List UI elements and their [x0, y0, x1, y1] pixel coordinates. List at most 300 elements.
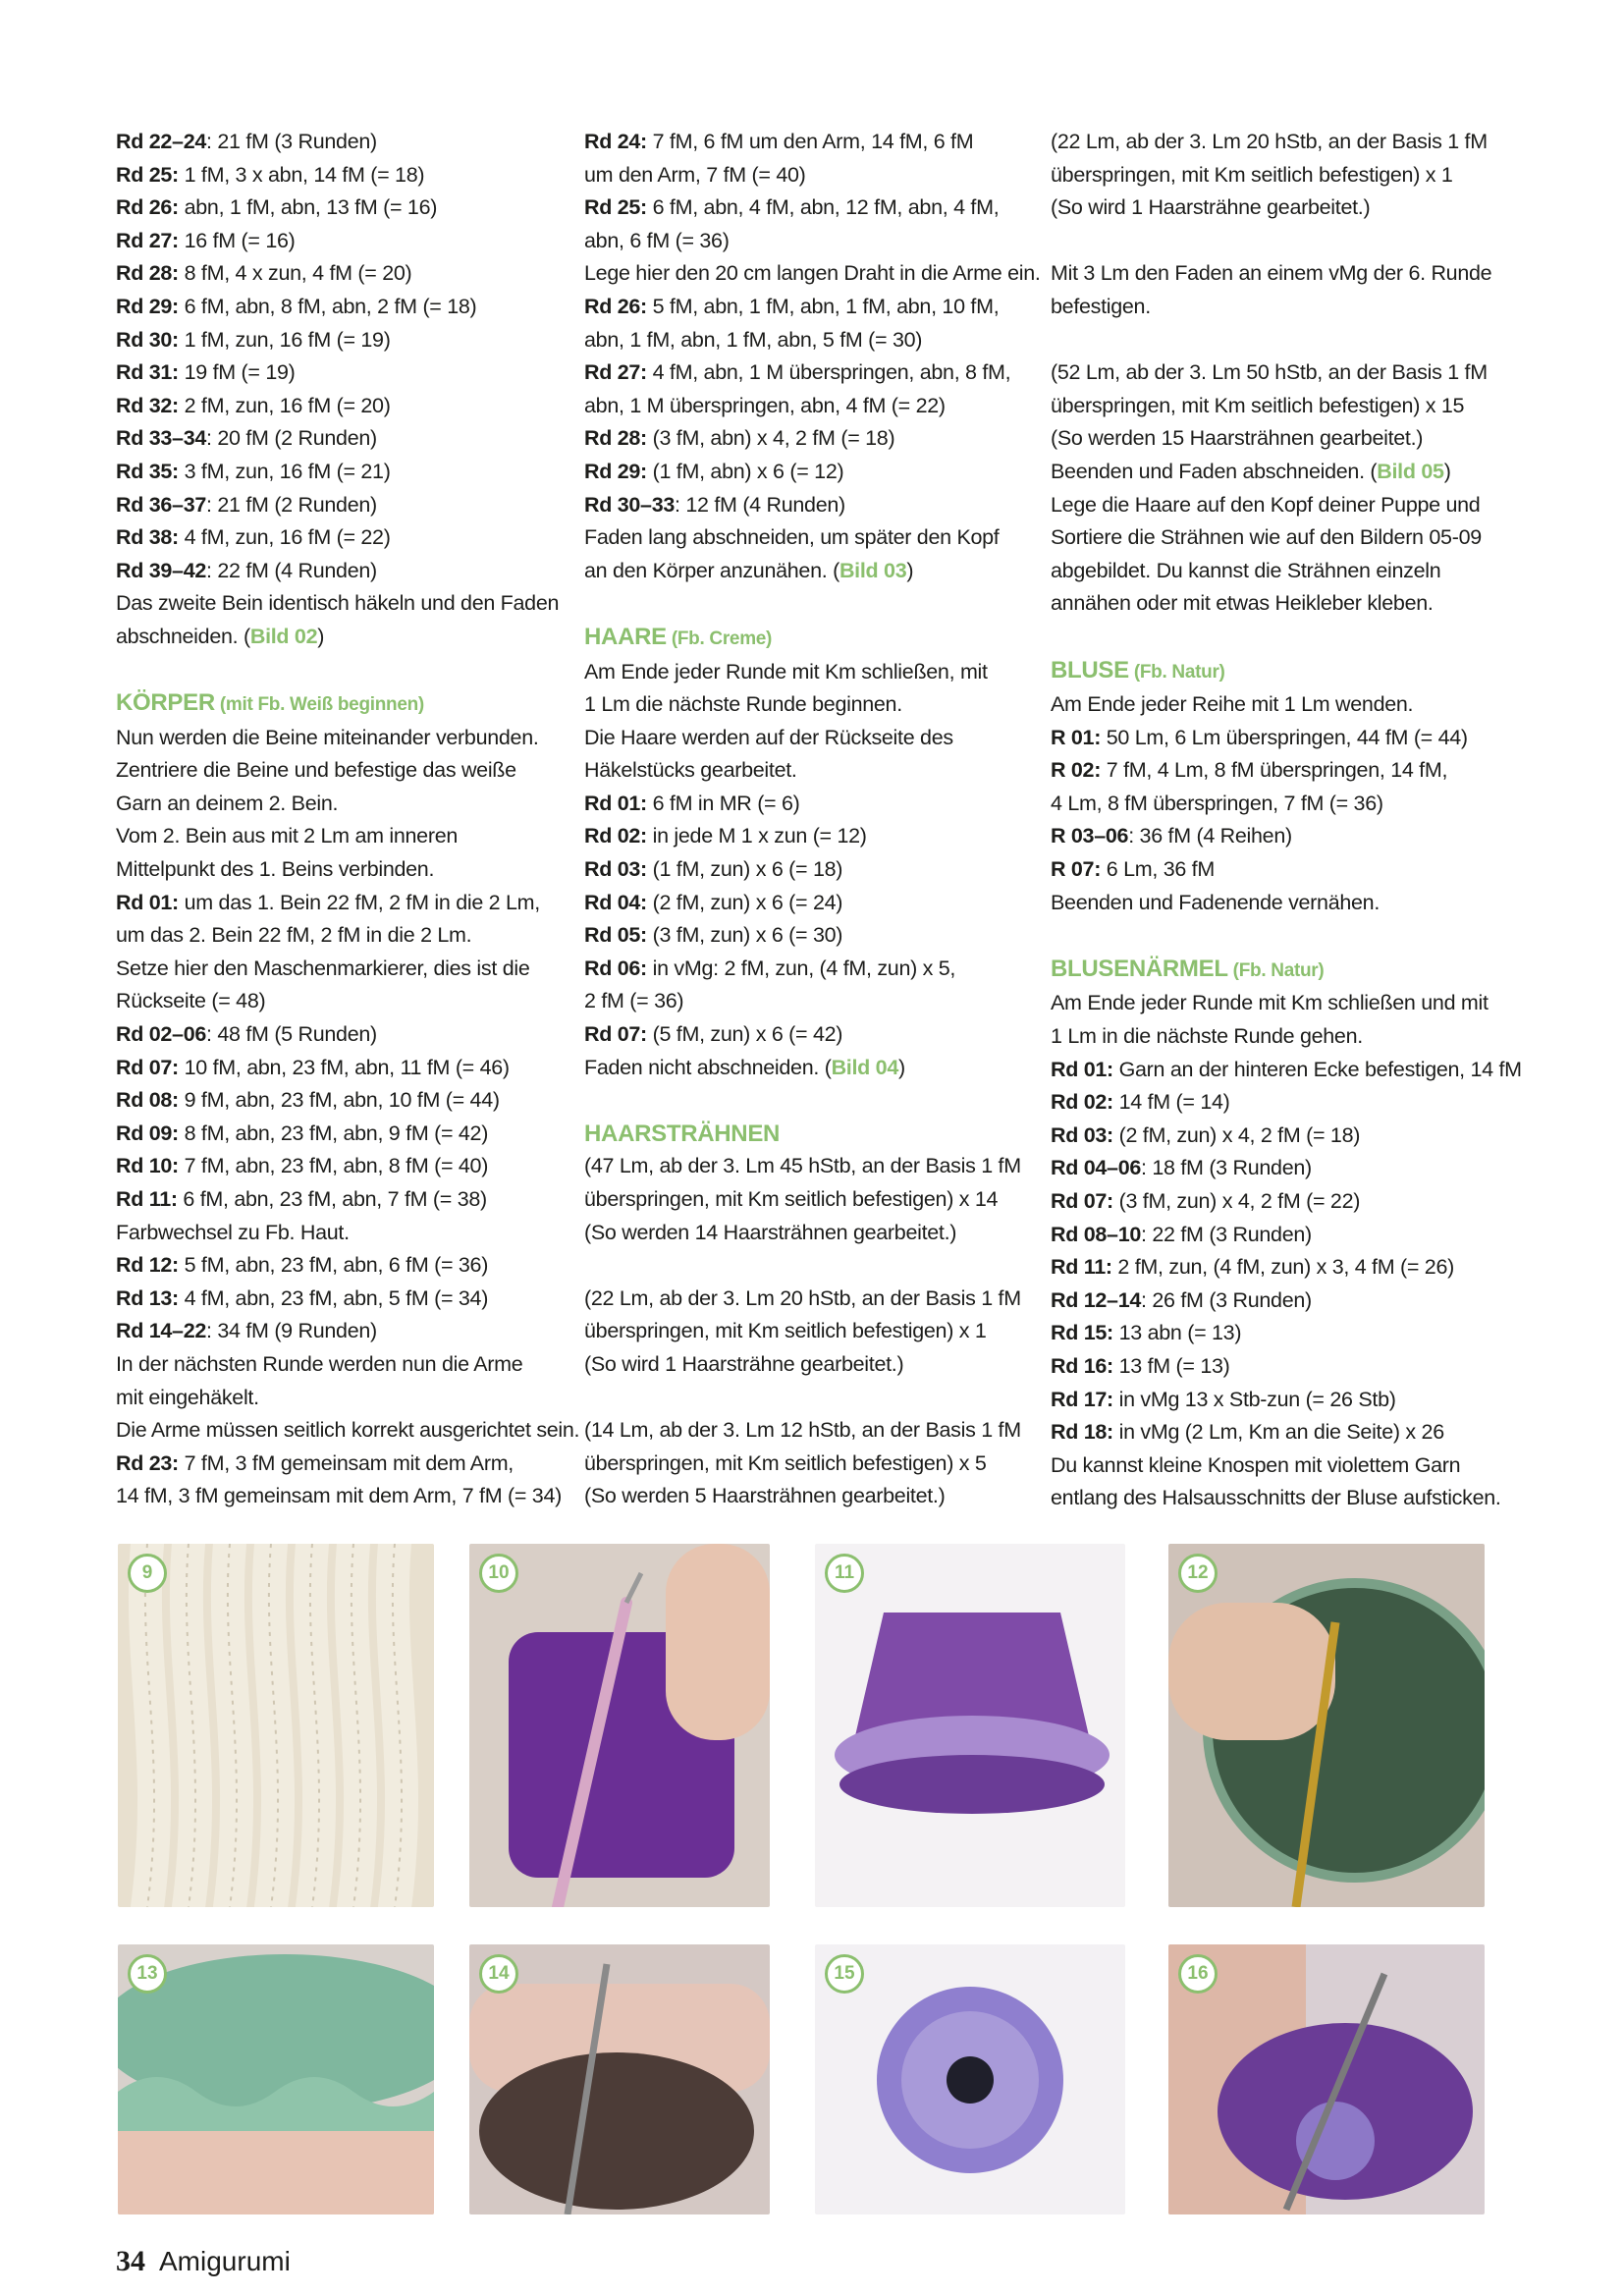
paragraph-gap [116, 654, 563, 687]
instruction-text: (14 Lm, ab der 3. Lm 12 hStb, an der Basis 1 fM [584, 1418, 1021, 1443]
round-label: Rd 07: [116, 1055, 179, 1079]
instruction-line [584, 1348, 1031, 1382]
photo-number-badge: 10 [479, 1554, 518, 1593]
instruction-text: an den Körper anzunähen. ( [584, 558, 839, 582]
instruction-line [116, 1382, 563, 1415]
photo-13 [118, 1944, 434, 2214]
instruction-line [116, 126, 563, 159]
image-reference: Bild 05 [1377, 459, 1444, 483]
text-column-2 [584, 126, 1041, 1513]
page-number: 34 [116, 2245, 145, 2277]
instruction-text: 1 fM, 3 x abn, 14 fM (= 18) [178, 162, 425, 187]
instruction-text: (22 Lm, ab der 3. Lm 20 hStb, an der Basis 1 fM [584, 1285, 1021, 1310]
photo-12 [1168, 1544, 1485, 1907]
instruction-text: Die Arme müssen seitlich korrekt ausgerichtet sein. [116, 1418, 580, 1443]
instruction-line [584, 191, 1031, 225]
instruction-line [116, 887, 563, 920]
photo-9 [118, 1544, 434, 1907]
instruction-line [584, 953, 1031, 986]
instruction-text: überspringen, mit Km seitlich befestigen) x 1 [584, 1319, 987, 1343]
round-label: Rd 30: [116, 327, 179, 352]
section-heading [584, 1118, 1031, 1151]
round-label: Rd 03: [584, 857, 647, 882]
instruction-line [116, 1183, 563, 1217]
instruction-line [584, 159, 1031, 192]
instruction-line [584, 1414, 1031, 1448]
instruction-text: 5 fM, abn, 23 fM, abn, 6 fM (= 36) [178, 1253, 489, 1278]
instruction-line [584, 390, 1031, 423]
instruction-line [1051, 555, 1512, 588]
instruction-line [116, 555, 563, 588]
instruction-line [116, 1283, 563, 1316]
instruction-text: (47 Lm, ab der 3. Lm 45 hStb, an der Basis 1 fM [584, 1154, 1021, 1178]
instruction-text: : 22 fM (3 Runden) [1141, 1222, 1312, 1246]
instruction-text: Lege hier den 20 cm langen Draht in die Arme ein. [584, 261, 1041, 286]
photo-number-badge: 15 [825, 1954, 864, 1994]
instruction-text: 1 Lm die nächste Runde beginnen. [584, 692, 902, 717]
instruction-text: abn, 6 fM (= 36) [584, 228, 730, 252]
instruction-line [1051, 820, 1512, 853]
section-heading-title: KÖRPER [116, 689, 215, 717]
photo-number-badge: 12 [1178, 1554, 1218, 1593]
instruction-text: Am Ende jeder Reihe mit 1 Lm wenden. [1051, 692, 1414, 717]
instruction-line [116, 953, 563, 986]
instruction-text: 1 Lm in die nächste Runde gehen. [1051, 1024, 1363, 1049]
instruction-text: 2 fM, zun, 16 fM (= 20) [178, 393, 391, 417]
paragraph-gap [584, 1249, 1031, 1283]
instruction-line [116, 1315, 563, 1348]
instruction-line [1051, 788, 1512, 821]
instruction-line [116, 1150, 563, 1183]
round-label: Rd 16: [1051, 1353, 1113, 1378]
instruction-line [116, 754, 563, 788]
instruction-text: 7 fM, 6 fM um den Arm, 14 fM, 6 fM [646, 130, 974, 153]
instruction-line [116, 722, 563, 755]
section-heading-title: BLUSENÄRMEL [1051, 955, 1228, 982]
round-label: Rd 02: [1051, 1090, 1113, 1115]
instruction-text: 10 fM, abn, 23 fM, abn, 11 fM (= 46) [178, 1055, 510, 1079]
instruction-text: in vMg: 2 fM, zun, (4 fM, zun) x 5, [646, 956, 956, 980]
instruction-line [1051, 1152, 1512, 1185]
round-label: Rd 17: [1051, 1387, 1113, 1411]
photo-15 [815, 1944, 1125, 2214]
instruction-line [1051, 987, 1512, 1020]
instruction-line [584, 887, 1031, 920]
instruction-line [1051, 1219, 1512, 1252]
round-label: Rd 14–22 [116, 1319, 207, 1343]
round-label: Rd 07: [1051, 1189, 1113, 1213]
instruction-text: : 21 fM (3 Runden) [206, 130, 377, 153]
round-label: Rd 26: [584, 294, 647, 318]
round-label: Rd 36–37 [116, 492, 207, 517]
photo-11 [815, 1544, 1125, 1907]
instruction-text: 4 fM, zun, 16 fM (= 22) [178, 525, 391, 550]
round-label: R 03–06 [1051, 824, 1129, 848]
instruction-line [116, 1084, 563, 1118]
round-label: Rd 02–06 [116, 1022, 207, 1047]
instruction-line [1051, 688, 1512, 722]
instruction-line [1051, 1120, 1512, 1153]
instruction-text: abn, 1 fM, abn, 1 fM, abn, 5 fM (= 30) [584, 327, 923, 352]
photo-number-badge: 13 [128, 1954, 167, 1994]
instruction-line [1051, 853, 1512, 887]
instruction-text: Am Ende jeder Runde mit Km schließen und mit [1051, 991, 1489, 1015]
instruction-line [1051, 291, 1512, 324]
instruction-text: 14 fM, 3 fM gemeinsam mit dem Arm, 7 fM (= 34) [116, 1484, 562, 1508]
instruction-line [1051, 1350, 1512, 1384]
instruction-text: (22 Lm, ab der 3. Lm 20 hStb, an der Basis 1 fM [1051, 130, 1488, 153]
instruction-text: 14 fM (= 14) [1112, 1090, 1230, 1115]
instruction-line [584, 754, 1031, 788]
instruction-line [584, 788, 1031, 821]
instruction-text: 7 fM, 3 fM gemeinsam mit dem Arm, [178, 1450, 514, 1475]
round-label: Rd 31: [116, 360, 179, 385]
instruction-text: (So werden 15 Haarsträhnen gearbeitet.) [1051, 426, 1424, 451]
instruction-text: Häkelstücks gearbeitet. [584, 758, 797, 783]
instruction-text: 6 Lm, 36 fM [1101, 857, 1215, 882]
instruction-text: 4 fM, abn, 1 M überspringen, abn, 8 fM, [646, 360, 1011, 385]
instruction-text: Farbwechsel zu Fb. Haut. [116, 1220, 350, 1244]
instruction-line [116, 257, 563, 291]
instruction-text: in vMg 13 x Stb-zun (= 26 Stb) [1112, 1387, 1396, 1411]
instruction-line [584, 853, 1031, 887]
instruction-line [1051, 587, 1512, 621]
instruction-text: (So wird 1 Haarsträhne gearbeitet.) [1051, 195, 1371, 220]
photo-illustration [1168, 1944, 1485, 2214]
round-label: Rd 28: [584, 426, 647, 451]
instruction-line [116, 422, 563, 456]
instruction-text: abn, 1 fM, abn, 13 fM (= 16) [178, 195, 438, 220]
instruction-line [116, 919, 563, 953]
instruction-text: annähen oder mit etwas Heikleber kleben. [1051, 591, 1434, 616]
instruction-text: : 21 fM (2 Runden) [206, 492, 377, 517]
instruction-line [584, 456, 1031, 489]
instruction-text: Faden nicht abschneiden. ( [584, 1055, 832, 1079]
image-reference: Bild 02 [249, 624, 318, 648]
instruction-text: : 26 fM (3 Runden) [1141, 1287, 1312, 1312]
instruction-text: Mit 3 Lm den Faden an einem vMg der 6. Runde [1051, 261, 1492, 286]
instruction-line [1051, 257, 1512, 291]
instruction-text: (2 fM, zun) x 6 (= 24) [646, 890, 843, 914]
photo-number-badge: 9 [128, 1554, 167, 1593]
photo-number-badge: 14 [479, 1954, 518, 1994]
section-heading [1051, 953, 1512, 988]
instruction-text: 6 fM, abn, 4 fM, abn, 12 fM, abn, 4 fM, [646, 195, 1000, 220]
instruction-line [116, 291, 563, 324]
instruction-line [116, 1348, 563, 1382]
instruction-line [116, 820, 563, 853]
round-label: Rd 35: [116, 459, 179, 483]
image-reference: Bild 04 [831, 1055, 898, 1079]
section-heading-color: (Fb. Creme) [666, 628, 773, 649]
instruction-line [116, 390, 563, 423]
instruction-line [1051, 390, 1512, 423]
instruction-line [584, 356, 1031, 390]
round-label: Rd 29: [584, 459, 647, 483]
instruction-line [1051, 1054, 1522, 1087]
section-heading-title: HAARSTRÄHNEN [584, 1120, 781, 1147]
round-label: Rd 04–06 [1051, 1156, 1142, 1180]
instruction-line [116, 621, 563, 654]
instruction-line [1051, 1449, 1512, 1483]
instruction-line [584, 820, 1031, 853]
instruction-line [584, 1283, 1031, 1316]
instruction-line [1051, 191, 1512, 225]
instruction-text: : 20 fM (2 Runden) [206, 426, 377, 451]
instruction-text: Beenden und Fadenende vernähen. [1051, 890, 1380, 914]
round-label: Rd 01: [1051, 1057, 1113, 1081]
photo-illustration [118, 1944, 434, 2214]
round-label: Rd 26: [116, 195, 179, 220]
instruction-text: Zentriere die Beine und befestige das weiße [116, 758, 516, 783]
instruction-line [584, 489, 1031, 522]
instruction-line [116, 1118, 563, 1151]
round-label: Rd 23: [116, 1450, 179, 1475]
instruction-line [584, 1018, 1031, 1052]
round-label: Rd 03: [1051, 1122, 1113, 1147]
section-heading [584, 621, 1031, 656]
instruction-text: überspringen, mit Km seitlich befestigen) x 15 [1051, 393, 1465, 417]
instruction-text-end: ) [897, 1055, 905, 1079]
round-label: Rd 33–34 [116, 426, 207, 451]
photo-illustration [118, 1544, 434, 1907]
round-label: Rd 06: [584, 956, 647, 980]
photo-number-badge: 16 [1178, 1954, 1218, 1994]
instruction-text: : 36 fM (4 Reihen) [1128, 824, 1292, 848]
round-label: Rd 29: [116, 294, 179, 318]
instruction-text-end: ) [906, 558, 914, 582]
round-label: Rd 09: [116, 1121, 179, 1145]
instruction-line [116, 489, 563, 522]
instruction-text: 19 fM (= 19) [178, 360, 296, 385]
instruction-text: Sortiere die Strähnen wie auf den Bildern 05-09 [1051, 525, 1482, 550]
instruction-text: 6 fM in MR (= 6) [646, 791, 800, 815]
instruction-line [1051, 1317, 1512, 1350]
round-label: Rd 32: [116, 393, 179, 417]
photo-illustration [1168, 1544, 1485, 1907]
instruction-text: 8 fM, abn, 23 fM, abn, 9 fM (= 42) [178, 1121, 489, 1145]
instruction-line [584, 555, 1031, 588]
instruction-line [116, 587, 563, 621]
instruction-line [1051, 1086, 1512, 1120]
instruction-line [1051, 887, 1512, 920]
instruction-line [116, 1448, 563, 1481]
round-label: Rd 08: [116, 1088, 179, 1113]
instruction-text: in jede M 1 x zun (= 12) [646, 824, 867, 848]
instruction-line [116, 1480, 563, 1513]
instruction-text-end: ) [1443, 459, 1451, 483]
instruction-line [584, 1183, 1031, 1217]
instruction-text-end: ) [317, 624, 325, 648]
instruction-text: 50 Lm, 6 Lm überspringen, 44 fM (= 44) [1101, 725, 1468, 749]
instruction-line [584, 225, 1031, 258]
instruction-line [1051, 1251, 1512, 1285]
instruction-line [1051, 1482, 1512, 1515]
instruction-text: in vMg (2 Lm, Km an die Seite) x 26 [1112, 1420, 1444, 1445]
instruction-line [116, 159, 563, 192]
instruction-text: überspringen, mit Km seitlich befestigen) x 5 [584, 1450, 987, 1475]
instruction-line [116, 456, 563, 489]
text-column-1 [116, 126, 580, 1513]
instruction-line [1051, 1384, 1512, 1417]
instruction-line [116, 788, 563, 821]
instruction-text: befestigen. [1051, 294, 1151, 318]
instruction-text: Rückseite (= 48) [116, 989, 266, 1013]
instruction-text: entlang des Halsausschnitts der Bluse aufsticken. [1051, 1486, 1501, 1510]
instruction-text: um den Arm, 7 fM (= 40) [584, 162, 806, 187]
photo-14 [469, 1944, 770, 2214]
instruction-line [584, 126, 1031, 159]
round-label: Rd 27: [116, 228, 179, 252]
round-label: Rd 11: [1051, 1255, 1112, 1280]
instruction-line [584, 919, 1031, 953]
round-label: Rd 28: [116, 261, 179, 286]
instruction-line [584, 324, 1031, 357]
instruction-text: Du kannst kleine Knospen mit violettem Garn [1051, 1452, 1461, 1477]
round-label: Rd 08–10 [1051, 1222, 1142, 1246]
instruction-text: : 22 fM (4 Runden) [206, 558, 377, 582]
section-heading-color: (mit Fb. Weiß beginnen) [214, 694, 424, 716]
paragraph-gap [1051, 621, 1512, 654]
instruction-line [584, 656, 1031, 689]
section-heading-color: (Fb. Natur) [1128, 661, 1225, 683]
instruction-text: Beenden und Faden abschneiden. ( [1051, 459, 1378, 483]
instruction-line [1051, 159, 1512, 192]
instruction-text: 6 fM, abn, 8 fM, abn, 2 fM (= 18) [178, 294, 477, 318]
instruction-line [584, 985, 1031, 1018]
instruction-text: (3 fM, zun) x 4, 2 fM (= 22) [1112, 1189, 1361, 1213]
paragraph-gap [584, 587, 1031, 621]
paragraph-gap [584, 1084, 1031, 1118]
instruction-text: (So wird 1 Haarsträhne gearbeitet.) [584, 1351, 904, 1376]
instruction-text: (3 fM, abn) x 4, 2 fM (= 18) [646, 426, 895, 451]
instruction-line [116, 225, 563, 258]
paragraph-gap [1051, 919, 1512, 953]
section-heading-color: (Fb. Natur) [1227, 959, 1325, 981]
round-label: Rd 38: [116, 525, 179, 550]
round-label: Rd 12–14 [1051, 1287, 1142, 1312]
instruction-text: (So werden 5 Haarsträhnen gearbeitet.) [584, 1484, 946, 1508]
instruction-line [116, 1414, 580, 1448]
instruction-text: (1 fM, abn) x 6 (= 12) [646, 459, 844, 483]
instruction-text: 1 fM, zun, 16 fM (= 19) [178, 327, 391, 352]
round-label: Rd 02: [584, 824, 647, 848]
instruction-line [116, 1052, 563, 1085]
instruction-line [584, 1480, 1031, 1513]
instruction-text: 5 fM, abn, 1 fM, abn, 1 fM, abn, 10 fM, [646, 294, 1000, 318]
instruction-text: In der nächsten Runde werden nun die Arme [116, 1351, 523, 1376]
instruction-text: abschneiden. ( [116, 624, 250, 648]
instruction-text: (3 fM, zun) x 6 (= 30) [646, 923, 843, 948]
instruction-text: (1 fM, zun) x 6 (= 18) [646, 857, 843, 882]
instruction-line [116, 324, 563, 357]
instruction-line [116, 191, 563, 225]
instruction-text: 6 fM, abn, 23 fM, abn, 7 fM (= 38) [177, 1187, 487, 1211]
instruction-text: abgebildet. Du kannst die Strähnen einzeln [1051, 558, 1441, 582]
round-label: Rd 27: [584, 360, 647, 385]
photo-10 [469, 1544, 770, 1907]
instruction-text: : 48 fM (5 Runden) [206, 1022, 377, 1047]
instruction-line [1051, 1020, 1512, 1054]
instruction-text: 13 fM (= 13) [1112, 1353, 1230, 1378]
instruction-line [116, 985, 563, 1018]
paragraph-gap [584, 1382, 1031, 1415]
instruction-text: Faden lang abschneiden, um später den Kopf [584, 525, 1000, 550]
instruction-text: 9 fM, abn, 23 fM, abn, 10 fM (= 44) [178, 1088, 500, 1113]
round-label: Rd 39–42 [116, 558, 207, 582]
instruction-text: Setze hier den Maschenmarkierer, dies ist die [116, 956, 530, 980]
instruction-text: Garn an der hinteren Ecke befestigen, 14 fM [1112, 1057, 1522, 1081]
instruction-line [584, 1052, 1031, 1085]
instruction-line [116, 1018, 563, 1052]
instruction-line [584, 1150, 1031, 1183]
instruction-text: : 34 fM (9 Runden) [206, 1319, 377, 1343]
instruction-line [1051, 722, 1512, 755]
photo-illustration [469, 1544, 770, 1907]
photo-illustration [815, 1544, 1125, 1907]
paragraph-gap [1051, 324, 1512, 357]
round-label: Rd 25: [116, 162, 179, 187]
round-label: Rd 24: [584, 130, 647, 153]
instruction-line [1051, 1285, 1512, 1318]
instruction-line [584, 521, 1031, 555]
instruction-line [1051, 1416, 1512, 1449]
instruction-line [116, 1217, 563, 1250]
instruction-text: 16 fM (= 16) [178, 228, 296, 252]
instruction-text: Vom 2. Bein aus mit 2 Lm am inneren [116, 824, 459, 848]
round-label: Rd 11: [116, 1187, 178, 1211]
round-label: Rd 30–33 [584, 492, 676, 517]
instruction-text: 3 fM, zun, 16 fM (= 21) [178, 459, 391, 483]
instruction-text: Nun werden die Beine miteinander verbunden. [116, 725, 539, 749]
instruction-text: abn, 1 M überspringen, abn, 4 fM (= 22) [584, 393, 946, 417]
instruction-text: : 12 fM (4 Runden) [675, 492, 845, 517]
instruction-text: Garn an deinem 2. Bein. [116, 791, 339, 815]
instruction-line [1051, 489, 1512, 522]
instruction-text: 7 fM, 4 Lm, 8 fM überspringen, 14 fM, [1101, 758, 1448, 783]
instruction-line [584, 257, 1041, 291]
round-label: Rd 18: [1051, 1420, 1113, 1445]
image-reference: Bild 03 [839, 558, 907, 582]
instruction-text: mit eingehäkelt. [116, 1385, 259, 1409]
instruction-line [1051, 1185, 1512, 1219]
section-heading [1051, 654, 1512, 689]
photo-16 [1168, 1944, 1485, 2214]
instruction-text: 2 fM (= 36) [584, 989, 684, 1013]
instruction-text: Mittelpunkt des 1. Beins verbinden. [116, 857, 435, 882]
instruction-text: Die Haare werden auf der Rückseite des [584, 725, 953, 749]
page-footer [116, 2245, 291, 2278]
instruction-text: (2 fM, zun) x 4, 2 fM (= 18) [1112, 1122, 1361, 1147]
round-label: R 02: [1051, 758, 1102, 783]
paragraph-gap [1051, 225, 1512, 258]
instruction-text: 7 fM, abn, 23 fM, abn, 8 fM (= 40) [178, 1154, 489, 1178]
instruction-line [584, 688, 1031, 722]
instruction-text: um das 2. Bein 22 fM, 2 fM in die 2 Lm. [116, 923, 472, 948]
instruction-text: (So werden 14 Haarsträhnen gearbeitet.) [584, 1220, 957, 1244]
instruction-text: überspringen, mit Km seitlich befestigen) x 1 [1051, 162, 1453, 187]
instruction-line [584, 291, 1031, 324]
round-label: Rd 01: [116, 890, 179, 914]
round-label: R 07: [1051, 857, 1102, 882]
instruction-line [584, 1217, 1031, 1250]
instruction-line [584, 1448, 1031, 1481]
round-label: Rd 22–24 [116, 130, 207, 153]
round-label: Rd 07: [584, 1022, 647, 1047]
round-label: Rd 13: [116, 1285, 179, 1310]
instruction-text: um das 1. Bein 22 fM, 2 fM in die 2 Lm, [178, 890, 540, 914]
instruction-text: (52 Lm, ab der 3. Lm 50 hStb, an der Basis 1 fM [1051, 360, 1488, 385]
